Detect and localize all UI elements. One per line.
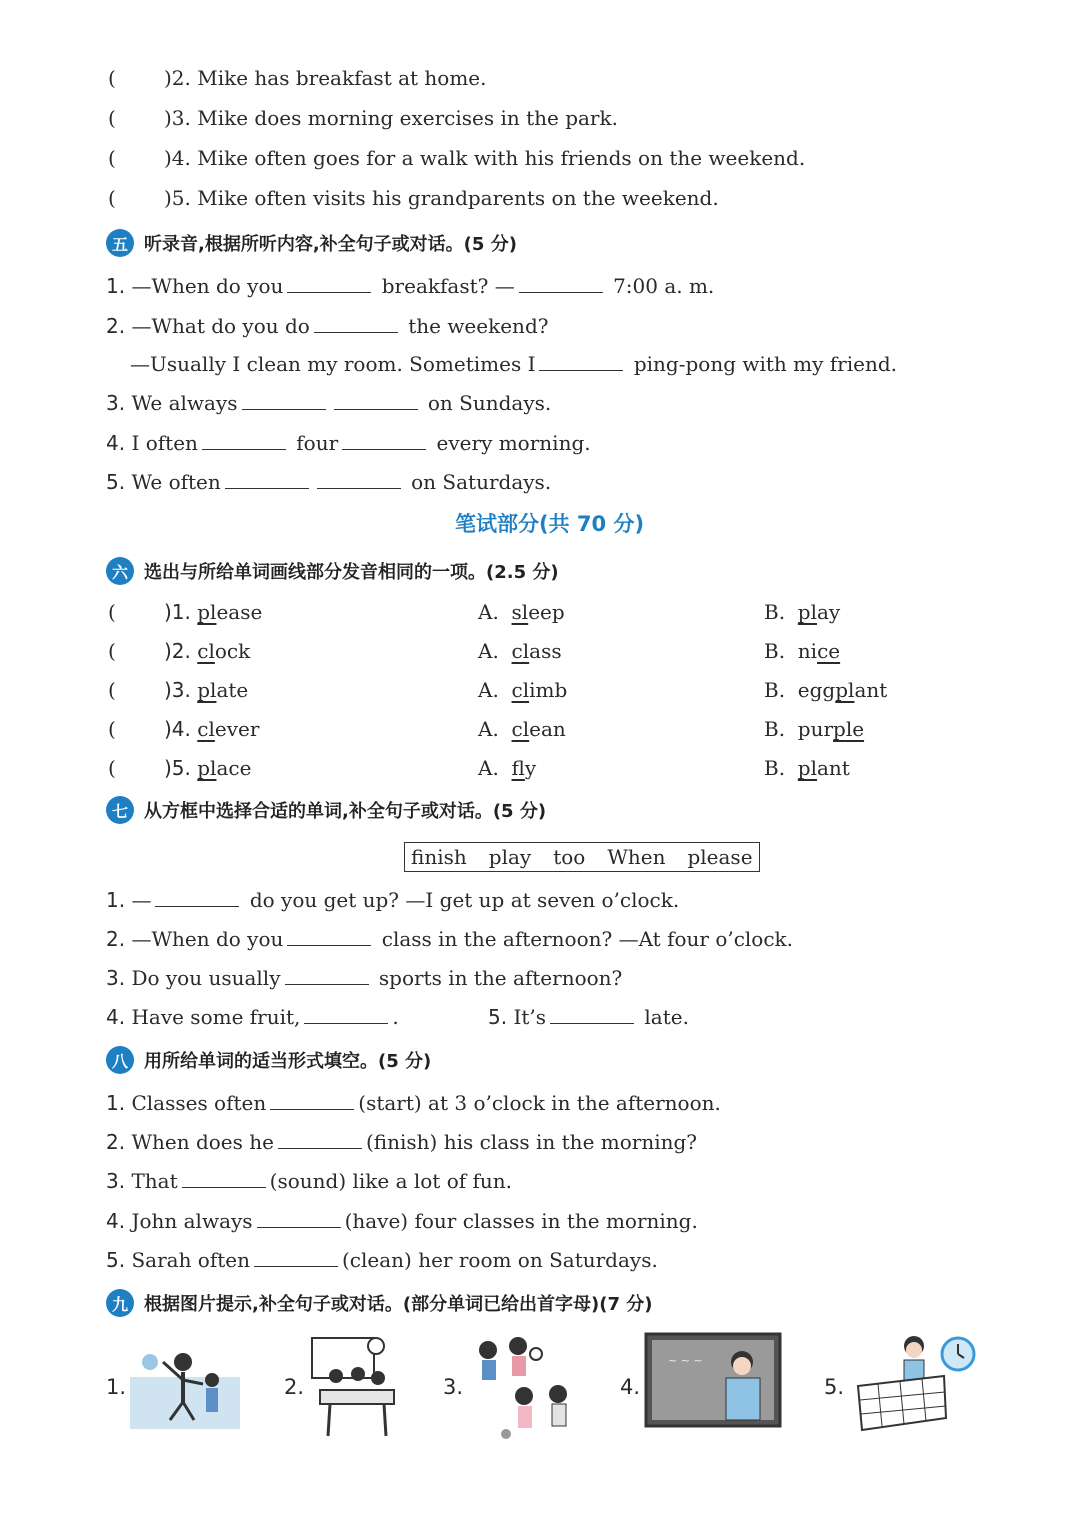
picture-teacher-blackboard-icon [644,1332,782,1430]
section-badge: 九 [106,1289,134,1317]
s8-q4: 4. John always (have) four classes in the morning. [106,1209,698,1233]
answer-blank[interactable] [539,352,623,371]
section-8-header [106,1045,431,1075]
answer-blank[interactable] [304,1005,388,1024]
s8-q1: 1. Classes often (start) at 3 o’clock in the afternoon. [106,1091,721,1115]
answer-blank[interactable] [242,391,326,410]
answer-blank[interactable] [342,431,426,450]
answer-blank[interactable] [182,1169,266,1188]
answer-blank[interactable] [287,274,371,293]
s7-q4: 4. Have some fruit, . [106,1005,399,1029]
section-badge: 六 [106,557,134,585]
section-9-header [106,1288,653,1318]
picture-label-4: 4. [620,1375,641,1399]
s6-row-4: ( )4. clever A. clean B. purple [108,717,865,741]
s7-q1: 1. — do you get up? —I get up at seven o’clock. [106,888,680,912]
section-title: 用所给单词的适当形式填空。(5 分) [144,1051,432,1072]
s6-row-1: ( )1. please A. sleep B. play [108,600,841,624]
section-title: 根据图片提示,补全句子或对话。(部分单词已给出首字母)(7 分) [144,1294,653,1315]
answer-blank[interactable] [202,431,286,450]
q4-item-3: ( )3. Mike does morning exercises in the park. [108,106,618,130]
section-6-header [106,556,559,586]
picture-label-5: 5. [824,1375,845,1399]
s5-q4: 4. I often four every morning. [106,431,591,455]
section-badge: 八 [106,1046,134,1074]
section-badge: 五 [106,229,134,257]
answer-blank[interactable] [519,274,603,293]
section-title: 选出与所给单词画线部分发音相同的一项。(2.5 分) [144,562,559,583]
s7-q3: 3. Do you usually sports in the afternoon? [106,966,623,990]
picture-kids-playing-icon [466,1332,582,1442]
answer-blank[interactable] [550,1005,634,1024]
answer-blank[interactable] [317,470,401,489]
answer-blank[interactable] [285,966,369,985]
written-part-title: 笔试部分(共 70 分) [455,512,645,536]
picture-label-2: 2. [284,1375,305,1399]
s5-q2-reply: —Usually I clean my room. Sometimes I ping-pong with my friend. [130,352,898,376]
s5-q5: 5. We often on Saturdays. [106,470,552,494]
s7-q2: 2. —When do you class in the afternoon? —At four o’clock. [106,927,794,951]
s5-q1: 1. —When do you breakfast? — 7:00 a. m. [106,274,715,298]
section-7-header [106,795,546,825]
answer-blank[interactable] [314,314,398,333]
s8-q2: 2. When does he (finish) his class in the morning? [106,1130,698,1154]
q4-item-5: ( )5. Mike often visits his grandparents on the weekend. [108,186,719,210]
picture-family-dinner-icon [306,1332,406,1440]
answer-blank[interactable] [257,1209,341,1228]
answer-blank[interactable] [155,888,239,907]
s5-q2: 2. —What do you do the weekend? [106,314,549,338]
picture-label-1: 1. [106,1375,127,1399]
picture-boy-at-table-clock-icon [848,1332,976,1436]
section-title: 从方框中选择合适的单词,补全句子或对话。(5 分) [144,801,547,822]
answer-blank[interactable] [334,391,418,410]
s5-q3: 3. We always on Sundays. [106,391,552,415]
s8-q5: 5. Sarah often (clean) her room on Saturdays. [106,1248,658,1272]
answer-blank[interactable] [225,470,309,489]
s6-row-3: ( )3. plate A. climb B. eggplant [108,678,888,702]
word-box: finish play too When please [404,842,760,872]
section-badge: 七 [106,796,134,824]
answer-blank[interactable] [278,1130,362,1149]
picture-label-3: 3. [443,1375,464,1399]
q4-item-4: ( )4. Mike often goes for a walk with his friends on the weekend. [108,146,806,170]
s8-q3: 3. That (sound) like a lot of fun. [106,1169,513,1193]
s7-q5: 5. It’s late. [488,1005,689,1029]
section-5-header [106,228,517,258]
answer-blank[interactable] [270,1091,354,1110]
picture-exercise-icon [128,1332,242,1432]
svg-text:~ ~ ~: ~ ~ ~ [668,1354,703,1367]
section-title: 听录音,根据所听内容,补全句子或对话。(5 分) [144,234,517,255]
s6-row-5: ( )5. place A. fly B. plant [108,756,850,780]
q4-item-2: ( )2. Mike has breakfast at home. [108,66,487,90]
answer-blank[interactable] [254,1248,338,1267]
answer-blank[interactable] [287,927,371,946]
s6-row-2: ( )2. clock A. class B. nice [108,639,841,663]
